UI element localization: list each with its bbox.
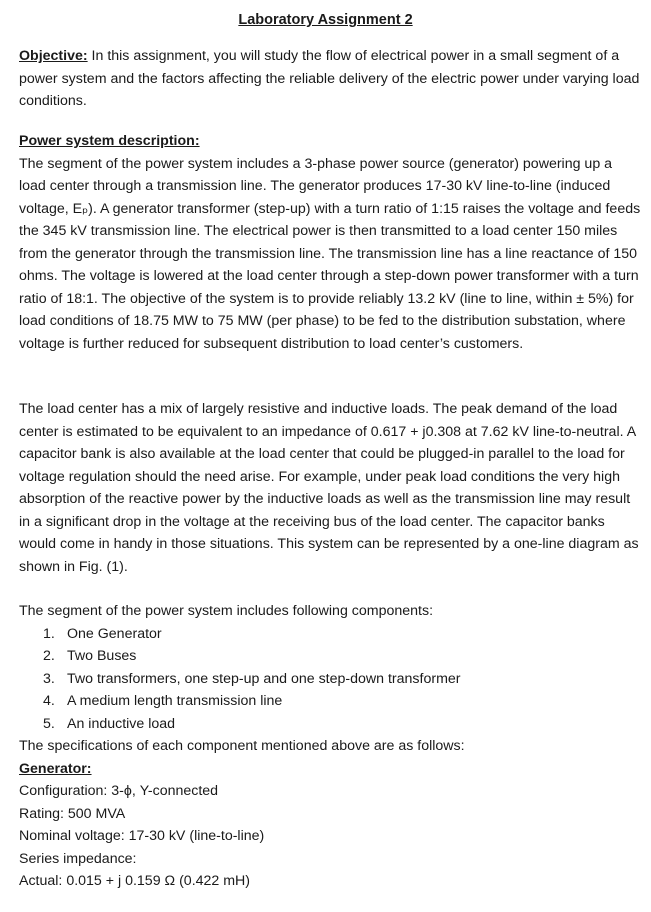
load-center-section	[19, 398, 641, 578]
power-system-section	[19, 130, 641, 355]
components-section	[19, 600, 641, 893]
list-item: 3. Two transformers, one step-up and one step-down transformer	[43, 670, 461, 687]
generator-heading: Generator:	[19, 760, 92, 777]
list-item: 4. A medium length transmission line	[43, 693, 283, 709]
generator-nominal-voltage: Nominal voltage: 17-30 kV (line-to-line)	[19, 828, 265, 844]
generator-actual-impedance: Actual: 0.015 + j 0.159 Ω (0.422 mH)	[19, 873, 251, 889]
objective-section	[19, 45, 641, 113]
power-system-paragraph-2: The load center has a mix of largely resistive and inductive loads. The peak demand of the load center is estimated to be equivalent to an impedance of 0.617 + j0.308 at 7.62 kV line-to-neutral. A capacitor bank is also available at the load center that could be plugged-in parallel to the load for voltage regulation should the need arise. For example, under peak load conditions the very high absorption of the reactive power by the inductive loads as well as the transmission line may result in a significant drop in the voltage at the receiving bus of the load center. The capacitor banks would come in handy in those situations. This system can be represented by a one-line diagram as shown in Fig. (1).	[19, 401, 639, 575]
list-item: 1. One Generator	[43, 625, 162, 642]
generator-series-impedance: Series impedance:	[19, 850, 137, 867]
objective-text: In this assignment, you will study the flow of electrical power in a small segment of a power system and the factors affecting the reliable delivery of the electric power under varying load conditions.	[19, 48, 640, 109]
components-intro: The segment of the power system includes following components:	[19, 603, 434, 619]
generator-configuration: Configuration: 3-ϕ, Y-connected	[19, 783, 219, 799]
document-title: Laboratory Assignment 2	[238, 12, 413, 28]
components-list	[19, 623, 641, 736]
power-system-heading: Power system description:	[19, 133, 200, 149]
specs-intro: The specifications of each component mentioned above are as follows:	[19, 738, 465, 754]
list-item: 2. Two Buses	[43, 648, 137, 664]
list-item: 5. An inductive load	[43, 715, 176, 732]
power-system-paragraph-1: The segment of the power system includes a 3-phase power source (generator) powering up a load center through a transmission line. The generator produces 17-30 kV line-to-line (induced voltage, Eₚ). A generator transformer (step-up) with a turn ratio of 1:15 raises the voltage and feeds the 345 kV transmission line. The electrical power is then transmitted to a load center 150 miles from the generator through the transmission line. The transmission line has a line reactance of 150 ohms. The voltage is lowered at the load center through a step-down power transformer with a turn ratio of 18:1. The objective of the system is to provide reliably 13.2 kV (line to line, within ± 5%) for load conditions of 18.75 MW to 75 MW (per phase) to be fed to the distribution substation, where voltage is further reduced for subsequent distribution to load center’s customers.	[19, 155, 641, 352]
generator-rating: Rating: 500 MVA	[19, 805, 126, 822]
objective-label: Objective:	[19, 48, 88, 64]
